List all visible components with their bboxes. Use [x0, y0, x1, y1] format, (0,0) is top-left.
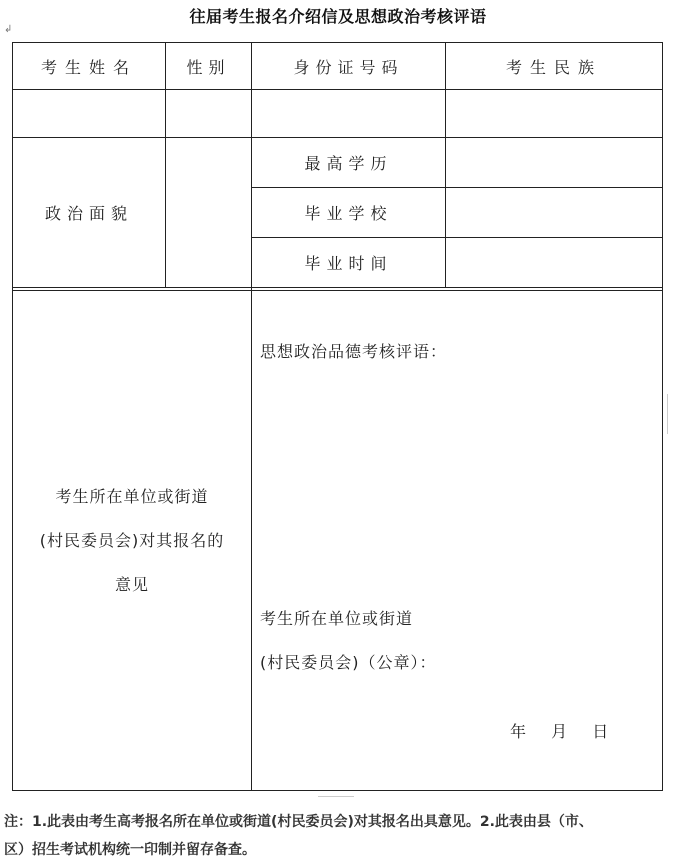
- evaluation-label: 思想政治品德考核评语：: [260, 342, 448, 361]
- page-edge-marker: [667, 394, 674, 434]
- name-value-cell[interactable]: [13, 90, 166, 138]
- header-id-number: 身份证号码: [252, 43, 446, 90]
- opinion-label-line2: (村民委员会)对其报名的: [39, 530, 225, 550]
- graduation-school-value-cell[interactable]: [446, 188, 663, 238]
- graduation-school-label: 毕业学校: [252, 188, 446, 238]
- gender-value-cell[interactable]: [166, 90, 252, 138]
- header-ethnicity: 考生民族: [446, 43, 663, 90]
- graduation-time-label: 毕业时间: [252, 238, 446, 288]
- id-number-value-cell[interactable]: [252, 90, 446, 138]
- date-line: [510, 719, 628, 742]
- graduation-time-value-cell[interactable]: [446, 238, 663, 288]
- political-status-value-cell[interactable]: [166, 138, 252, 288]
- ethnicity-value-cell[interactable]: [446, 90, 663, 138]
- footnote-line2: 区）招生考试机构统一印制并留存备查。: [4, 842, 256, 858]
- opinion-label-line3: 意见: [114, 574, 149, 594]
- highest-education-label: 最高学历: [252, 138, 446, 188]
- date-month: 月: [551, 722, 568, 741]
- footnote: [4, 808, 672, 864]
- unit-seal-line2: (村民委员会)（公章）：: [260, 653, 437, 672]
- evaluation-cell[interactable]: [252, 291, 663, 791]
- unit-seal-label: [260, 597, 437, 685]
- date-day: 日: [592, 722, 609, 741]
- political-status-label: 政治面貌: [13, 138, 166, 288]
- paragraph-mark-icon: ↲: [4, 24, 13, 35]
- header-name: 考生姓名: [13, 43, 166, 90]
- header-row: [13, 43, 663, 90]
- footnote-line1: 注：1.此表由考生高考报名所在单位或街道(村民委员会)对其报名出具意见。2.此表由县（市、: [4, 814, 593, 830]
- page-bottom-marker: [318, 796, 354, 801]
- opinion-row: [13, 291, 663, 791]
- date-year: 年: [510, 722, 527, 741]
- highest-education-value-cell[interactable]: [446, 138, 663, 188]
- opinion-label-cell: [13, 291, 252, 791]
- registration-form-table: [12, 42, 663, 791]
- unit-seal-line1: 考生所在单位或街道: [260, 609, 414, 628]
- header-gender: 性别: [166, 43, 252, 90]
- page-title: 往届考生报名介绍信及思想政治考核评语: [189, 7, 487, 26]
- education-row-highest: [13, 138, 663, 188]
- blank-info-row: [13, 90, 663, 138]
- opinion-label-line1: 考生所在单位或街道: [55, 486, 209, 506]
